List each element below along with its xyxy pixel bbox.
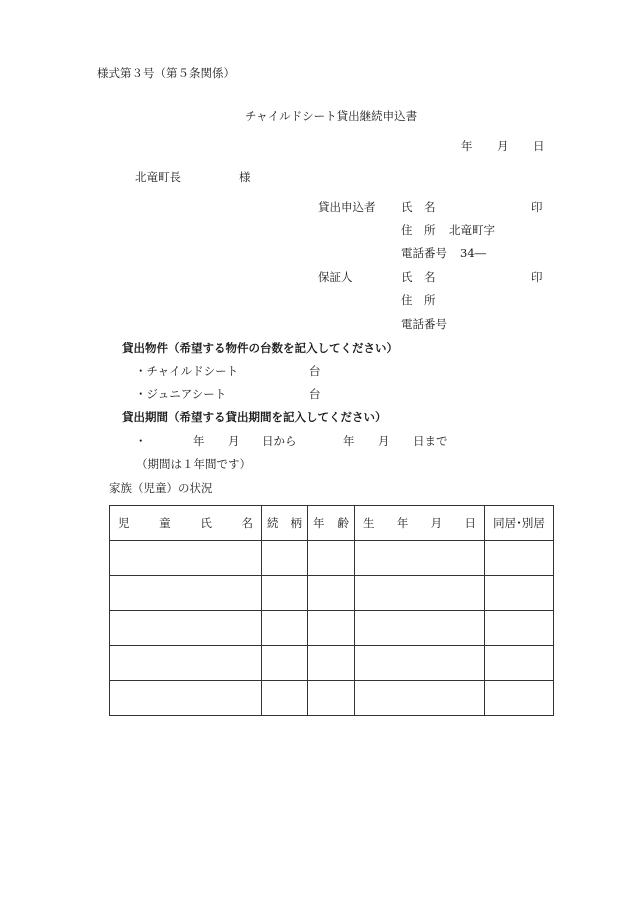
child-name-cell[interactable]	[110, 646, 262, 681]
relation-cell[interactable]	[262, 541, 308, 576]
age-cell[interactable]	[308, 646, 355, 681]
age-cell[interactable]	[308, 541, 355, 576]
form-number: 様式第３号（第５条関係）	[97, 66, 235, 80]
date-month-label: 月	[497, 139, 509, 153]
birth-date-cell[interactable]	[355, 576, 485, 611]
child-name-cell[interactable]	[110, 681, 262, 716]
page-title: チャイルドシート貸出継続申込書	[245, 109, 418, 123]
period-heading: 貸出期間（希望する貸出期間を記入してください）	[122, 410, 387, 424]
col-birth-date-char: 年	[396, 516, 409, 530]
child-name-cell[interactable]	[110, 576, 262, 611]
col-birth-date-char: 生	[363, 516, 375, 530]
period-to-month: 月	[378, 434, 390, 448]
relation-cell[interactable]	[262, 576, 308, 611]
table-row	[110, 541, 554, 576]
relation-cell[interactable]	[262, 611, 308, 646]
age-cell[interactable]	[308, 681, 355, 716]
residence-cell[interactable]	[485, 541, 554, 576]
guarantor-name-label: 氏 名	[401, 270, 436, 284]
col-age	[308, 506, 355, 541]
applicant-phone-label: 電話番号	[401, 246, 447, 260]
age-cell[interactable]	[308, 611, 355, 646]
residence-cell[interactable]	[485, 681, 554, 716]
applicant-seal: 印	[531, 200, 543, 214]
birth-date-cell[interactable]	[355, 681, 485, 716]
family-table	[109, 505, 554, 716]
col-relation-char: 柄	[290, 516, 302, 530]
table-row	[110, 681, 554, 716]
item-child-seat-unit: 台	[309, 364, 321, 378]
period-bullet: ・	[135, 434, 147, 448]
period-from-year: 年	[193, 434, 205, 448]
table-row	[110, 576, 554, 611]
item-junior-seat-label: ・ジュニアシート	[135, 387, 227, 401]
relation-cell[interactable]	[262, 646, 308, 681]
applicant-name-label: 氏 名	[401, 200, 436, 214]
applicant-address-label: 住 所	[401, 223, 436, 237]
guarantor-seal: 印	[531, 270, 543, 284]
col-residence: 同居･別居	[485, 506, 554, 541]
items-heading: 貸出物件（希望する物件の台数を記入してください）	[122, 341, 398, 355]
col-child-name-char: 児	[118, 516, 130, 530]
period-note: （期間は１年間です）	[136, 457, 251, 471]
table-row	[110, 646, 554, 681]
item-child-seat-label: ・チャイルドシート	[135, 364, 239, 378]
period-to-year: 年	[343, 434, 355, 448]
residence-cell[interactable]	[485, 646, 554, 681]
period-to-day: 日まで	[413, 434, 448, 448]
residence-cell[interactable]	[485, 576, 554, 611]
guarantor-phone-label: 電話番号	[401, 317, 447, 331]
family-heading: 家族（児童）の状況	[109, 481, 213, 495]
child-name-cell[interactable]	[110, 611, 262, 646]
col-birth-date-char: 日	[464, 516, 476, 530]
guarantor-label: 保証人	[318, 270, 353, 284]
birth-date-cell[interactable]	[355, 541, 485, 576]
age-cell[interactable]	[308, 576, 355, 611]
applicant-address-value: 北竜町字	[449, 223, 495, 237]
child-name-cell[interactable]	[110, 541, 262, 576]
addressee-honorific: 様	[239, 170, 251, 184]
col-child-name-char: 氏	[200, 516, 212, 530]
col-relation	[262, 506, 308, 541]
family-table-header	[110, 506, 554, 541]
table-row	[110, 611, 554, 646]
birth-date-cell[interactable]	[355, 611, 485, 646]
addressee-name: 北竜町長	[135, 170, 181, 184]
date-day-label: 日	[533, 139, 545, 153]
applicant-phone-value: 34―	[460, 246, 487, 260]
applicant-label: 貸出申込者	[318, 200, 376, 214]
col-age-char: 齢	[337, 516, 349, 530]
item-junior-seat-unit: 台	[309, 387, 321, 401]
period-from-day: 日から	[262, 434, 297, 448]
col-age-char: 年	[313, 516, 325, 530]
col-child-name-char: 名	[241, 516, 253, 530]
col-birth-date	[355, 506, 485, 541]
relation-cell[interactable]	[262, 681, 308, 716]
date-year-label: 年	[461, 139, 473, 153]
col-relation-char: 続	[267, 516, 279, 530]
residence-cell[interactable]	[485, 611, 554, 646]
birth-date-cell[interactable]	[355, 646, 485, 681]
col-birth-date-char: 月	[430, 516, 443, 530]
guarantor-address-label: 住 所	[401, 293, 436, 307]
period-from-month: 月	[228, 434, 240, 448]
col-child-name	[110, 506, 262, 541]
col-child-name-char: 童	[159, 516, 171, 530]
